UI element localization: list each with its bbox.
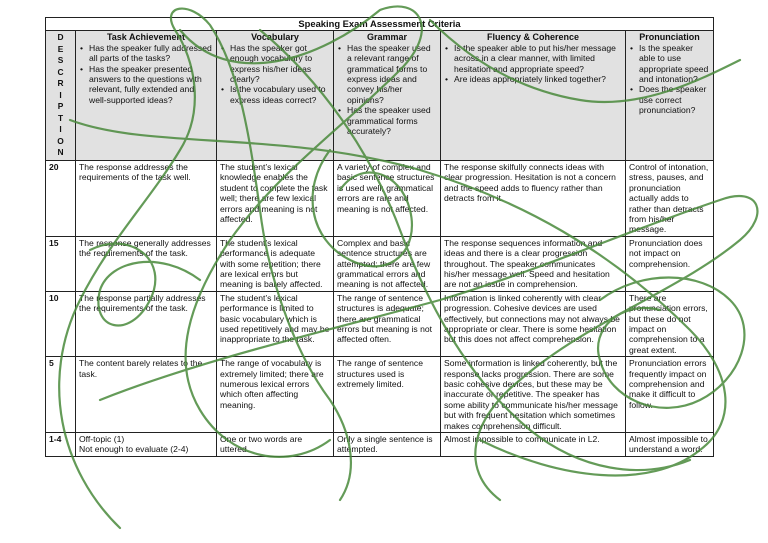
descriptor-cell: The response generally addresses the requirements of the task. <box>76 236 217 291</box>
criteria-column-4 <box>441 31 626 161</box>
description-letter: T <box>57 112 64 123</box>
description-letter: S <box>57 55 64 66</box>
descriptor-cell: The response partially addresses the requirements of the task. <box>76 291 217 356</box>
criteria-question: • Is the speaker able to use appropriate speed and intonation? <box>639 43 710 85</box>
column-heading: Pronunciation <box>639 32 700 43</box>
descriptor-cell: One or two words are uttered. <box>217 433 334 457</box>
description-letter: P <box>57 101 64 112</box>
criteria-question: • Is the vocabulary used to express ideas correct? <box>230 84 330 105</box>
column-heading: Vocabulary <box>251 32 299 43</box>
score-band: 15 <box>46 236 76 291</box>
score-band: 20 <box>46 160 76 236</box>
descriptor-cell: Control of intonation, stress, pauses, and pronunciation actually adds to rather than detracts from his/her message. <box>626 160 714 236</box>
score-band: 5 <box>46 357 76 433</box>
table-title: Speaking Exam Assessment Criteria <box>46 18 714 31</box>
criteria-question: • Has the speaker presented answers to the questions with relevant, fully extended and well-supported ideas? <box>89 64 213 106</box>
description-letter: E <box>57 43 64 54</box>
criteria-column-1 <box>76 31 217 161</box>
descriptor-cell: A variety of complex and basic sentence structures is used well; grammatical errors are rare and meaning is not affected. <box>334 160 441 236</box>
descriptor-cell: The range of vocabulary is extremely limited; there are numerous lexical errors which often affecting meaning. <box>217 357 334 433</box>
descriptor-cell: Almost impossible to communicate in L2. <box>441 433 626 457</box>
description-letter: O <box>57 135 64 146</box>
criteria-question: • Has the speaker used a relevant range of grammatical forms to express ideas and convey his/her opinions? <box>347 43 437 105</box>
descriptor-cell: The student’s lexical performance is adequate with some repetition; there are lexical errors but meaning is barely affected. <box>217 236 334 291</box>
column-heading: Fluency & Coherence <box>486 32 580 43</box>
score-row <box>46 433 714 457</box>
score-row <box>46 357 714 433</box>
description-label <box>46 31 76 161</box>
description-letter: I <box>59 124 62 135</box>
descriptor-cell: The response sequences information and ideas and there is a clear progression throughout. The speaker communicates his/her message well. Speed and hesitation are not an issue in comprehension. <box>441 236 626 291</box>
descriptor-cell: The student’s lexical knowledge enables the student to complete the task well; there are few lexical errors and meaning is not affected. <box>217 160 334 236</box>
descriptor-cell: Off-topic (1) Not enough to evaluate (2-4) <box>76 433 217 457</box>
descriptor-cell: The response addresses the requirements of the task well. <box>76 160 217 236</box>
description-letter: I <box>59 89 62 100</box>
criteria-question: • Are ideas appropriately linked together? <box>454 74 622 84</box>
descriptor-cell: Information is linked coherently with clear progression. Cohesive devices are used effectively, but connections may not always be appropriate or clear. There is some hesitation but this does not affect comprehension. <box>441 291 626 356</box>
score-row <box>46 236 714 291</box>
criteria-list <box>444 43 622 85</box>
score-row <box>46 160 714 236</box>
descriptor-cell: There are pronunciation errors, but these do not impact on comprehension to a great extent. <box>626 291 714 356</box>
descriptor-cell: The content barely relates to the task. <box>76 357 217 433</box>
column-heading: Grammar <box>366 32 408 43</box>
criteria-question: • Has the speaker fully addressed all parts of the tasks? <box>89 43 213 64</box>
description-letter: R <box>57 78 64 89</box>
criteria-question: • Has the speaker got enough vocabulary to express his/her ideas clearly? <box>230 43 330 85</box>
descriptor-cell: The response skilfully connects ideas with clear progression. Hesitation is not a concern and the speed adds to fluency rather than detracts from it. <box>441 160 626 236</box>
descriptor-cell: Pronunciation does not impact on comprehension. <box>626 236 714 291</box>
score-row <box>46 291 714 356</box>
column-heading: Task Achievement <box>106 32 186 43</box>
description-letter: C <box>57 66 64 77</box>
criteria-list <box>79 43 213 105</box>
descriptor-cell: Only a single sentence is attempted. <box>334 433 441 457</box>
assessment-sheet <box>45 17 713 457</box>
criteria-header-row <box>46 31 714 161</box>
criteria-list <box>337 43 437 137</box>
criteria-question: • Has the speaker used grammatical forms accurately? <box>347 105 437 136</box>
description-letter: N <box>57 147 64 158</box>
descriptor-cell: The student’s lexical performance is limited to basic vocabulary which is used repetitively and may be inappropriate to the task. <box>217 291 334 356</box>
criteria-question: • Is the speaker able to put his/her message across in a clear manner, with limited hesitation and appropriate speed? <box>454 43 622 74</box>
criteria-column-5 <box>626 31 714 161</box>
descriptor-cell: Almost impossible to understand a word. <box>626 433 714 457</box>
descriptor-cell: Some information is linked coherently, but the response lacks progression. There are some basic cohesive devices, but these may be inaccurate or repetitive. The speaker has some ability to communicate his/her message but with frequent hesitation which sometimes makes comprehension difficult. <box>441 357 626 433</box>
descriptor-cell: The range of sentence structures used is extremely limited. <box>334 357 441 433</box>
description-letter: D <box>57 32 64 43</box>
descriptor-cell: Complex and basic sentence structures are attempted; there are few grammatical errors and meaning is not affected. <box>334 236 441 291</box>
criteria-column-3 <box>334 31 441 161</box>
score-band: 10 <box>46 291 76 356</box>
criteria-list <box>629 43 710 116</box>
criteria-list <box>220 43 330 105</box>
criteria-column-2 <box>217 31 334 161</box>
descriptor-cell: The range of sentence structures is adequate; there are grammatical errors but meaning is not affected often. <box>334 291 441 356</box>
criteria-question: • Does the speaker use correct pronunciation? <box>639 84 710 115</box>
descriptor-cell: Pronunciation errors frequently impact on comprehension and make it difficult to follow. <box>626 357 714 433</box>
score-band: 1-4 <box>46 433 76 457</box>
criteria-table <box>45 17 714 457</box>
